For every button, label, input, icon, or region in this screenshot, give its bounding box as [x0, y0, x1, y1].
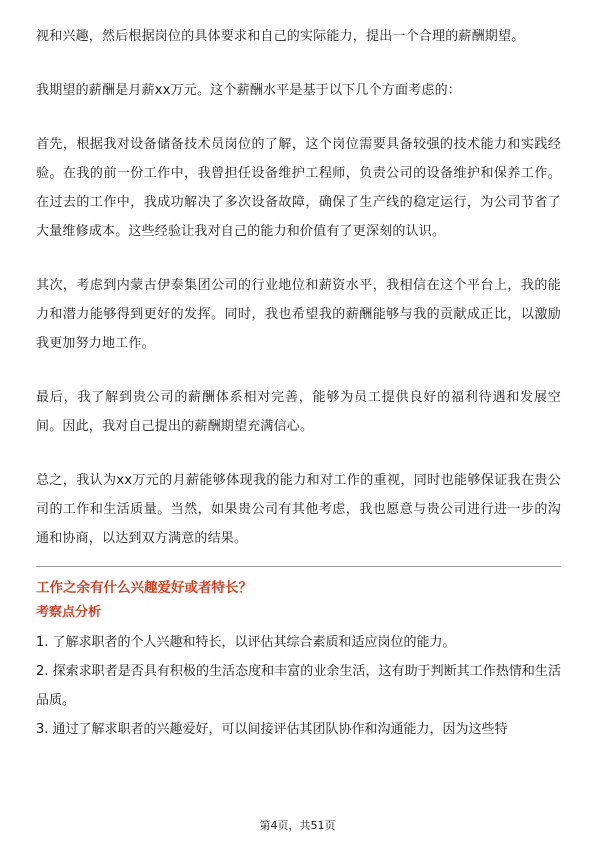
analysis-heading: 考察点分析 — [36, 605, 102, 620]
paragraph: 视和兴趣，然后根据岗位的具体要求和自己的实际能力，提出一个合理的薪酬期望。 — [36, 29, 525, 44]
list-item: 1. 了解求职者的个人兴趣和特长，以评估其综合素质和适应岗位的能力。 — [36, 635, 456, 650]
paragraph: 其次，考虑到内蒙古伊泰集团公司的行业地位和薪资水平，我相信在这个平台上，我的能力和潜力能够得到更好的发挥。同时，我也希望我的薪酬能够与我的贡献成正比，以激励我更加努力地工作。 — [36, 278, 561, 351]
paragraph: 最后，我了解到贵公司的薪酬体系相对完善，能够为员工提供良好的福利待遇和发展空间。因此，我对自己提出的薪酬期望充满信心。 — [36, 390, 561, 434]
paragraph: 总之，我认为xx万元的月薪能够体现我的能力和对工作的重视，同时也能够保证我在贵公司的工作和生活质量。当然，如果贵公司有其他考虑，我也愿意与贵公司进行进一步的沟通和协商，以达到双方满意的结果。 — [36, 473, 561, 546]
list-item: 3. 通过了解求职者的兴趣爱好，可以间接评估其团队协作和沟通能力，因为这些特 — [36, 722, 508, 737]
paragraph: 首先，根据我对设备储备技术员岗位的了解，这个岗位需要具备较强的技术能力和实践经验。在我的前一份工作中，我曾担任设备维护工程师，负责公司的设备维护和保养工作。在过去的工作中，我成功解决了多次设备故障，确保了生产线的稳定运行，为公司节省了大量维修成本。这些经验让我对自己的能力和价值有了更深刻的认识。 — [36, 137, 561, 239]
analysis-list — [36, 628, 561, 744]
section-divider — [36, 566, 561, 567]
document-body — [36, 22, 561, 744]
list-item: 2. 探索求职者是否具有积极的生活态度和丰富的业余生活，这有助于判断其工作热情和生活品质。 — [36, 664, 561, 708]
page-number: 第4页，共51页 — [259, 819, 336, 832]
paragraph: 我期望的薪酬是月薪xx万元。这个薪酬水平是基于以下几个方面考虑的： — [36, 83, 461, 98]
question-heading: 工作之余有什么兴趣爱好或者特长？ — [36, 580, 252, 596]
